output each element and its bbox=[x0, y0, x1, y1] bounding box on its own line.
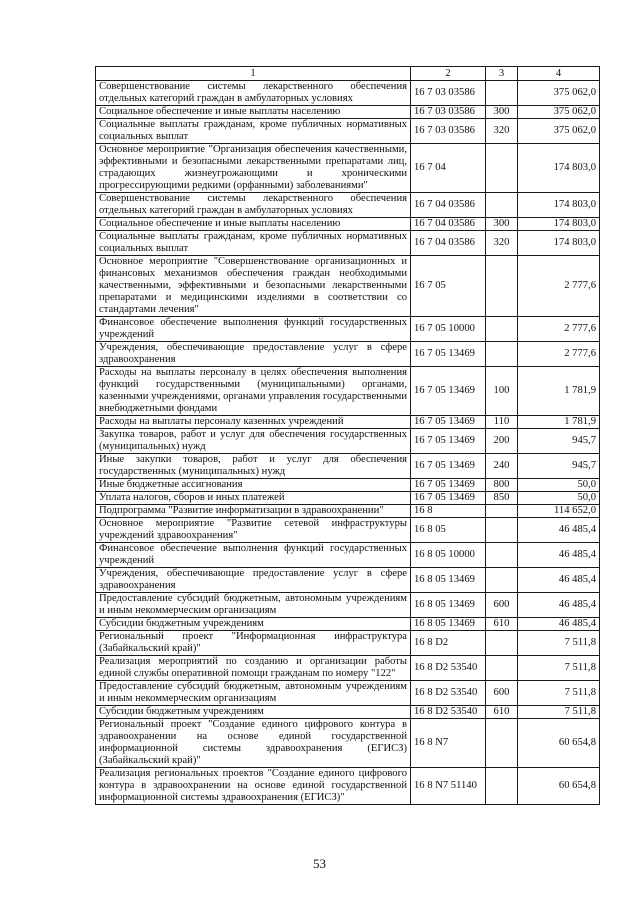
row-code-cell: 16 7 04 03586 bbox=[411, 231, 486, 256]
row-name-cell: Субсидии бюджетным учреждениям bbox=[96, 618, 411, 631]
row-type-cell: 600 bbox=[486, 593, 518, 618]
row-amount-cell: 7 511,8 bbox=[518, 681, 600, 706]
row-code-cell: 16 7 05 13469 bbox=[411, 342, 486, 367]
row-amount-cell: 1 781,9 bbox=[518, 367, 600, 416]
row-code-cell: 16 7 05 13469 bbox=[411, 492, 486, 505]
row-amount-cell: 375 062,0 bbox=[518, 81, 600, 106]
row-amount-cell: 7 511,8 bbox=[518, 631, 600, 656]
row-amount-cell: 60 654,8 bbox=[518, 768, 600, 805]
table-row bbox=[96, 342, 600, 367]
row-code-cell: 16 8 05 13469 bbox=[411, 593, 486, 618]
row-amount-cell: 46 485,4 bbox=[518, 618, 600, 631]
row-name-cell: Совершенствование системы лекарственного обеспечения отдельных категорий граждан в амбулаторных условиях bbox=[96, 81, 411, 106]
row-amount-cell: 50,0 bbox=[518, 479, 600, 492]
table-row bbox=[96, 81, 600, 106]
row-name-cell: Социальное обеспечение и иные выплаты населению bbox=[96, 218, 411, 231]
table-row bbox=[96, 631, 600, 656]
table-row bbox=[96, 656, 600, 681]
row-code-cell: 16 8 D2 53540 bbox=[411, 706, 486, 719]
row-name-cell: Иные закупки товаров, работ и услуг для обеспечения государственных (муниципальных) нужд bbox=[96, 454, 411, 479]
row-amount-cell: 174 803,0 bbox=[518, 231, 600, 256]
row-code-cell: 16 8 D2 bbox=[411, 631, 486, 656]
row-amount-cell: 174 803,0 bbox=[518, 193, 600, 218]
row-amount-cell: 1 781,9 bbox=[518, 416, 600, 429]
row-name-cell: Основное мероприятие "Развитие сетевой инфраструктуры учреждений здравоохранения" bbox=[96, 518, 411, 543]
row-code-cell: 16 7 05 13469 bbox=[411, 454, 486, 479]
row-code-cell: 16 8 05 10000 bbox=[411, 543, 486, 568]
row-code-cell: 16 7 03 03586 bbox=[411, 81, 486, 106]
row-amount-cell: 2 777,6 bbox=[518, 317, 600, 342]
row-type-cell: 610 bbox=[486, 618, 518, 631]
row-type-cell bbox=[486, 81, 518, 106]
row-amount-cell: 174 803,0 bbox=[518, 144, 600, 193]
table-row bbox=[96, 518, 600, 543]
row-amount-cell: 60 654,8 bbox=[518, 719, 600, 768]
table-row bbox=[96, 719, 600, 768]
table-row bbox=[96, 218, 600, 231]
row-name-cell: Предоставление субсидий бюджетным, автономным учреждениям и иным некоммерческим организациям bbox=[96, 681, 411, 706]
table-row bbox=[96, 429, 600, 454]
row-name-cell: Социальные выплаты гражданам, кроме публичных нормативных социальных выплат bbox=[96, 119, 411, 144]
row-code-cell: 16 7 04 03586 bbox=[411, 218, 486, 231]
row-amount-cell: 2 777,6 bbox=[518, 256, 600, 317]
row-name-cell: Финансовое обеспечение выполнения функций государственных учреждений bbox=[96, 317, 411, 342]
row-type-cell bbox=[486, 631, 518, 656]
column-header-code: 2 bbox=[411, 67, 486, 81]
row-name-cell: Учреждения, обеспечивающие предоставление услуг в сфере здравоохранения bbox=[96, 568, 411, 593]
budget-sheet bbox=[95, 66, 599, 805]
row-code-cell: 16 8 05 13469 bbox=[411, 568, 486, 593]
row-type-cell bbox=[486, 768, 518, 805]
row-code-cell: 16 8 D2 53540 bbox=[411, 656, 486, 681]
row-name-cell: Совершенствование системы лекарственного обеспечения отдельных категорий граждан в амбулаторных условиях bbox=[96, 193, 411, 218]
row-type-cell: 100 bbox=[486, 367, 518, 416]
table-row bbox=[96, 492, 600, 505]
row-code-cell: 16 7 03 03586 bbox=[411, 106, 486, 119]
row-name-cell: Реализация мероприятий по созданию и организации работы единой службы оперативной помощи гражданам по номеру "122" bbox=[96, 656, 411, 681]
row-code-cell: 16 7 05 10000 bbox=[411, 317, 486, 342]
row-code-cell: 16 7 05 13469 bbox=[411, 479, 486, 492]
table-row bbox=[96, 593, 600, 618]
table-row bbox=[96, 367, 600, 416]
table-row bbox=[96, 505, 600, 518]
row-code-cell: 16 8 05 13469 bbox=[411, 618, 486, 631]
table-row bbox=[96, 106, 600, 119]
row-type-cell bbox=[486, 518, 518, 543]
row-amount-cell: 46 485,4 bbox=[518, 543, 600, 568]
row-type-cell: 300 bbox=[486, 218, 518, 231]
table-row bbox=[96, 256, 600, 317]
row-name-cell: Расходы на выплаты персоналу в целях обеспечения выполнения функций государственными (муниципальными) органами, казенными учреждениями, органами управления государственными внебюджетными фондами bbox=[96, 367, 411, 416]
row-type-cell: 850 bbox=[486, 492, 518, 505]
row-type-cell bbox=[486, 656, 518, 681]
row-amount-cell: 174 803,0 bbox=[518, 218, 600, 231]
row-amount-cell: 2 777,6 bbox=[518, 342, 600, 367]
row-name-cell: Предоставление субсидий бюджетным, автономным учреждениям и иным некоммерческим организациям bbox=[96, 593, 411, 618]
table-row bbox=[96, 543, 600, 568]
row-name-cell: Социальное обеспечение и иные выплаты населению bbox=[96, 106, 411, 119]
table-row bbox=[96, 768, 600, 805]
row-type-cell bbox=[486, 719, 518, 768]
row-name-cell: Социальные выплаты гражданам, кроме публичных нормативных социальных выплат bbox=[96, 231, 411, 256]
row-code-cell: 16 7 04 bbox=[411, 144, 486, 193]
row-name-cell: Иные бюджетные ассигнования bbox=[96, 479, 411, 492]
row-name-cell: Субсидии бюджетным учреждениям bbox=[96, 706, 411, 719]
page-number: 53 bbox=[313, 856, 326, 871]
row-amount-cell: 945,7 bbox=[518, 454, 600, 479]
row-type-cell: 600 bbox=[486, 681, 518, 706]
row-type-cell bbox=[486, 256, 518, 317]
row-name-cell: Финансовое обеспечение выполнения функций государственных учреждений bbox=[96, 543, 411, 568]
row-type-cell bbox=[486, 317, 518, 342]
row-amount-cell: 50,0 bbox=[518, 492, 600, 505]
row-amount-cell: 46 485,4 bbox=[518, 568, 600, 593]
row-name-cell: Подпрограмма "Развитие информатизации в здравоохранении" bbox=[96, 505, 411, 518]
row-type-cell bbox=[486, 505, 518, 518]
column-header-type: 3 bbox=[486, 67, 518, 81]
row-code-cell: 16 7 05 bbox=[411, 256, 486, 317]
row-amount-cell: 7 511,8 bbox=[518, 656, 600, 681]
row-name-cell: Основное мероприятие "Совершенствование организационных и финансовых механизмов обеспечения граждан необходимыми качественными, эффективными и безопасными лекарственными препаратами и медицинскими изделиями в соответствии со стандартами лечения" bbox=[96, 256, 411, 317]
row-type-cell bbox=[486, 543, 518, 568]
row-type-cell bbox=[486, 193, 518, 218]
table-row bbox=[96, 144, 600, 193]
table-row bbox=[96, 317, 600, 342]
column-header-amount: 4 bbox=[518, 67, 600, 81]
table-row bbox=[96, 454, 600, 479]
row-type-cell bbox=[486, 144, 518, 193]
row-name-cell: Закупка товаров, работ и услуг для обеспечения государственных (муниципальных) нужд bbox=[96, 429, 411, 454]
row-amount-cell: 375 062,0 bbox=[518, 119, 600, 144]
row-amount-cell: 114 652,0 bbox=[518, 505, 600, 518]
row-name-cell: Региональный проект "Создание единого цифрового контура в здравоохранении на основе единой государственной информационной системы здравоохранения (ЕГИСЗ) (Забайкальский край)" bbox=[96, 719, 411, 768]
row-code-cell: 16 8 D2 53540 bbox=[411, 681, 486, 706]
row-type-cell: 240 bbox=[486, 454, 518, 479]
row-code-cell: 16 8 05 bbox=[411, 518, 486, 543]
table-header-row bbox=[96, 67, 600, 81]
row-type-cell: 800 bbox=[486, 479, 518, 492]
row-name-cell: Учреждения, обеспечивающие предоставление услуг в сфере здравоохранения bbox=[96, 342, 411, 367]
row-name-cell: Основное мероприятие "Организация обеспечения качественными, эффективными и безопасными лекарственными препаратами лиц, страдающих жизнеугрожающими и хроническими прогрессирующими редкими (орфанными) заболеваниями" bbox=[96, 144, 411, 193]
row-code-cell: 16 7 05 13469 bbox=[411, 416, 486, 429]
row-type-cell: 300 bbox=[486, 106, 518, 119]
row-amount-cell: 7 511,8 bbox=[518, 706, 600, 719]
row-name-cell: Региональный проект "Информационная инфраструктура (Забайкальский край)" bbox=[96, 631, 411, 656]
row-name-cell: Расходы на выплаты персоналу казенных учреждений bbox=[96, 416, 411, 429]
column-header-name: 1 bbox=[96, 67, 411, 81]
table-row bbox=[96, 416, 600, 429]
table-row bbox=[96, 119, 600, 144]
table-row bbox=[96, 618, 600, 631]
row-type-cell: 200 bbox=[486, 429, 518, 454]
row-amount-cell: 945,7 bbox=[518, 429, 600, 454]
row-amount-cell: 375 062,0 bbox=[518, 106, 600, 119]
table-row bbox=[96, 479, 600, 492]
row-code-cell: 16 8 N7 51140 bbox=[411, 768, 486, 805]
row-amount-cell: 46 485,4 bbox=[518, 518, 600, 543]
row-code-cell: 16 7 04 03586 bbox=[411, 193, 486, 218]
table-row bbox=[96, 193, 600, 218]
row-type-cell bbox=[486, 342, 518, 367]
row-name-cell: Уплата налогов, сборов и иных платежей bbox=[96, 492, 411, 505]
row-type-cell: 110 bbox=[486, 416, 518, 429]
table-row bbox=[96, 681, 600, 706]
row-code-cell: 16 8 N7 bbox=[411, 719, 486, 768]
table-row bbox=[96, 568, 600, 593]
row-name-cell: Реализация региональных проектов "Создание единого цифрового контура в здравоохранении на основе единой государственной информационной системы здравоохранения (ЕГИСЗ)" bbox=[96, 768, 411, 805]
row-code-cell: 16 8 bbox=[411, 505, 486, 518]
row-code-cell: 16 7 05 13469 bbox=[411, 429, 486, 454]
row-type-cell bbox=[486, 568, 518, 593]
row-type-cell: 320 bbox=[486, 231, 518, 256]
budget-table bbox=[95, 66, 600, 805]
table-row bbox=[96, 231, 600, 256]
row-type-cell: 610 bbox=[486, 706, 518, 719]
row-type-cell: 320 bbox=[486, 119, 518, 144]
row-amount-cell: 46 485,4 bbox=[518, 593, 600, 618]
row-code-cell: 16 7 03 03586 bbox=[411, 119, 486, 144]
row-code-cell: 16 7 05 13469 bbox=[411, 367, 486, 416]
table-row bbox=[96, 706, 600, 719]
